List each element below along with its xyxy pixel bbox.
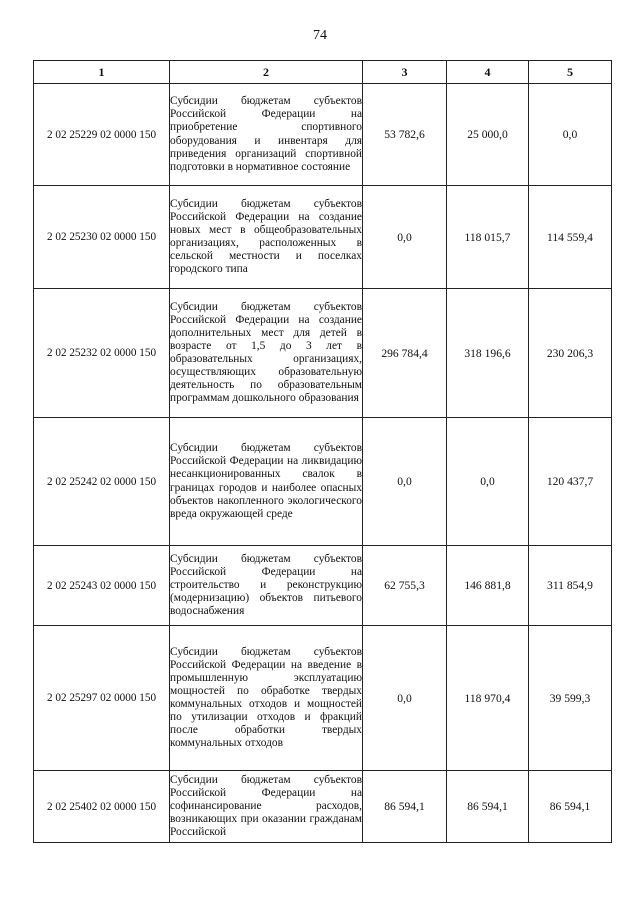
budget-revenue-table [33, 60, 612, 843]
row-description: Субсидии бюджетам субъектов Российской Федерации на создание новых мест в общеобразовательных организациях, расположенных в сельской местности и поселках городского типа [170, 186, 363, 289]
row-value-col5: 0,0 [529, 84, 612, 186]
row-code: 2 02 25232 02 0000 150 [34, 289, 170, 418]
row-code: 2 02 25297 02 0000 150 [34, 626, 170, 771]
row-description: Субсидии бюджетам субъектов Российской Федерации на софинансирование расходов, возникающих при оказании гражданам Российской [170, 771, 363, 843]
row-description: Субсидии бюджетам субъектов Российской Федерации на создание дополнительных мест для детей в возрасте от 1,5 до 3 лет в образовательных организациях, осуществляющих образовательную деятельность по образовательным программам дошкольного образования [170, 289, 363, 418]
column-header-2: 2 [170, 61, 363, 84]
row-value-col3: 0,0 [363, 626, 447, 771]
table-row [34, 771, 612, 843]
row-value-col5: 230 206,3 [529, 289, 612, 418]
row-value-col5: 39 599,3 [529, 626, 612, 771]
row-value-col4: 146 881,8 [447, 546, 529, 626]
row-value-col5: 114 559,4 [529, 186, 612, 289]
row-value-col5: 311 854,9 [529, 546, 612, 626]
row-value-col5: 86 594,1 [529, 771, 612, 843]
row-value-col5: 120 437,7 [529, 418, 612, 546]
row-description: Субсидии бюджетам субъектов Российской Федерации на строительство и реконструкцию (модернизацию) объектов питьевого водоснабжения [170, 546, 363, 626]
row-value-col3: 0,0 [363, 186, 447, 289]
row-code: 2 02 25243 02 0000 150 [34, 546, 170, 626]
row-code: 2 02 25230 02 0000 150 [34, 186, 170, 289]
row-value-col4: 118 015,7 [447, 186, 529, 289]
table-row [34, 418, 612, 546]
row-description: Субсидии бюджетам субъектов Российской Федерации на введение в промышленную эксплуатацию мощностей по обработке твердых коммунальных отходов и мощностей по утилизации отходов и фракций после обработки твердых коммунальных отходов [170, 626, 363, 771]
row-value-col4: 118 970,4 [447, 626, 529, 771]
column-header-5: 5 [529, 61, 612, 84]
row-value-col3: 62 755,3 [363, 546, 447, 626]
table-row [34, 546, 612, 626]
row-description: Субсидии бюджетам субъектов Российской Федерации на ликвидацию несанкционированных свалок в границах городов и наиболее опасных объектов накопленного экологического вреда окружающей среде [170, 418, 363, 546]
row-code: 2 02 25402 02 0000 150 [34, 771, 170, 843]
row-description: Субсидии бюджетам субъектов Российской Федерации на приобретение спортивного оборудования и инвентаря для приведения организаций спортивной подготовки в нормативное состояние [170, 84, 363, 186]
row-value-col4: 0,0 [447, 418, 529, 546]
row-code: 2 02 25229 02 0000 150 [34, 84, 170, 186]
row-value-col3: 0,0 [363, 418, 447, 546]
page-number: 74 [313, 28, 327, 43]
table-row [34, 289, 612, 418]
row-code: 2 02 25242 02 0000 150 [34, 418, 170, 546]
row-value-col3: 53 782,6 [363, 84, 447, 186]
row-value-col3: 86 594,1 [363, 771, 447, 843]
table-header-row [34, 61, 612, 84]
row-value-col4: 86 594,1 [447, 771, 529, 843]
table-row [34, 626, 612, 771]
column-header-1: 1 [34, 61, 170, 84]
table-row [34, 84, 612, 186]
row-value-col4: 25 000,0 [447, 84, 529, 186]
row-value-col3: 296 784,4 [363, 289, 447, 418]
column-header-3: 3 [363, 61, 447, 84]
column-header-4: 4 [447, 61, 529, 84]
row-value-col4: 318 196,6 [447, 289, 529, 418]
table-row [34, 186, 612, 289]
